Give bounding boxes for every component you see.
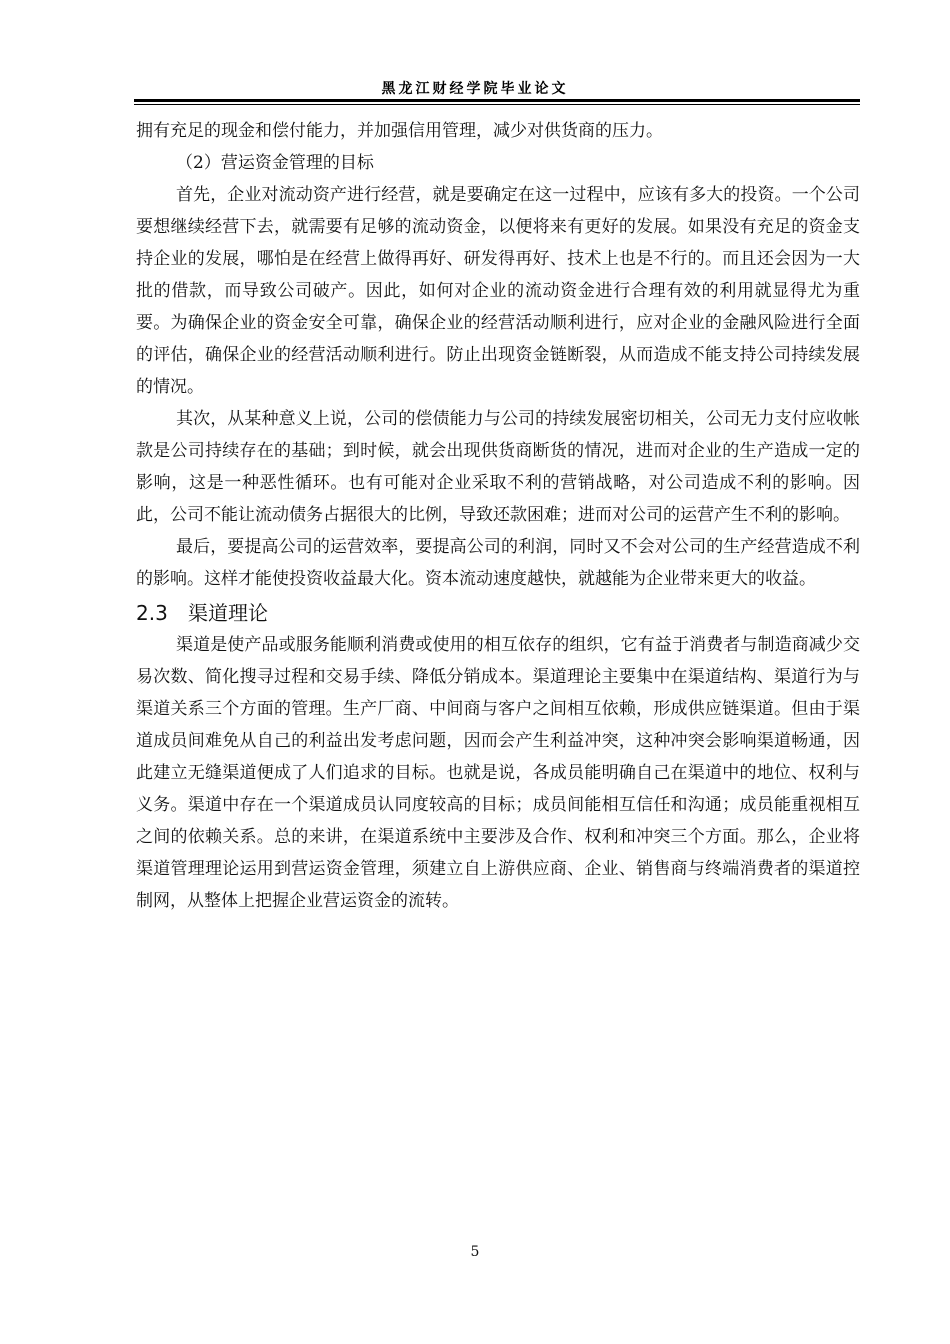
paragraph-last: 最后，要提高公司的运营效率，要提高公司的利润，同时又不会对公司的生产经营造成不利的影响。这样才能使投资收益最大化。资本流动速度越快，就越能为企业带来更大的收益。 (136, 537, 860, 589)
subheading-management-goal: （2）营运资金管理的目标 (176, 153, 374, 173)
header-rule-thin (134, 104, 860, 105)
page-number: 5 (470, 1244, 480, 1260)
paragraph-second: 其次，从某种意义上说，公司的偿债能力与公司的持续发展密切相关，公司无力支付应收帐款是公司持续存在的基础；到时候，就会出现供货商断货的情况，进而对企业的生产造成一定的影响，这是一种恶性循环。也有可能对企业采取不利的营销战略，对公司造成不利的影响。因此，公司不能让流动债务占据很大的比例，导致还款困难；进而对公司的运营产生不利的影响。 (136, 409, 860, 525)
paragraph-channel-theory: 渠道是使产品或服务能顺利消费或使用的相互依存的组织，它有益于消费者与制造商减少交易次数、简化搜寻过程和交易手续、降低分销成本。渠道理论主要集中在渠道结构、渠道行为与渠道关系三个方面的管理。生产厂商、中间商与客户之间相互依赖，形成供应链渠道。但由于渠道成员间难免从自己的利益出发考虑问题，因而会产生利益冲突，这种冲突会影响渠道畅通，因此建立无缝渠道便成了人们追求的目标。也就是说，各成员能明确自己在渠道中的地位、权利与义务。渠道中存在一个渠道成员认同度较高的目标；成员间能相互信任和沟通；成员能重视相互之间的依赖关系。总的来讲，在渠道系统中主要涉及合作、权利和冲突三个方面。那么，企业将渠道管理理论运用到营运资金管理，须建立自上游供应商、企业、销售商与终端消费者的渠道控制网，从整体上把握企业营运资金的流转。 (136, 635, 860, 911)
paragraph-continuation: 拥有充足的现金和偿付能力，并加强信用管理，减少对供货商的压力。 (136, 121, 663, 141)
paragraph-first: 首先，企业对流动资产进行经营，就是要确定在这一过程中，应该有多大的投资。一个公司要想继续经营下去，就需要有足够的流动资金，以便将来有更好的发展。如果没有充足的资金支持企业的发展，哪怕是在经营上做得再好、研发得再好、技术上也是不行的。而且还会因为一大批的借款，而导致公司破产。因此，如何对企业的流动资金进行合理有效的利用就显得尤为重要。为确保企业的资金安全可靠，确保企业的经营活动顺利进行，应对企业的金融风险进行全面的评估，确保企业的经营活动顺利进行。防止出现资金链断裂，从而造成不能支持公司持续发展的情况。 (136, 185, 860, 397)
header-rule (134, 99, 860, 102)
section-title: 渠道理论 (188, 601, 268, 625)
page-body (136, 115, 860, 917)
section-number: 2.3 (136, 601, 168, 625)
header-title: 黑龙江财经学院毕业论文 (381, 81, 569, 97)
section-heading (136, 597, 860, 629)
